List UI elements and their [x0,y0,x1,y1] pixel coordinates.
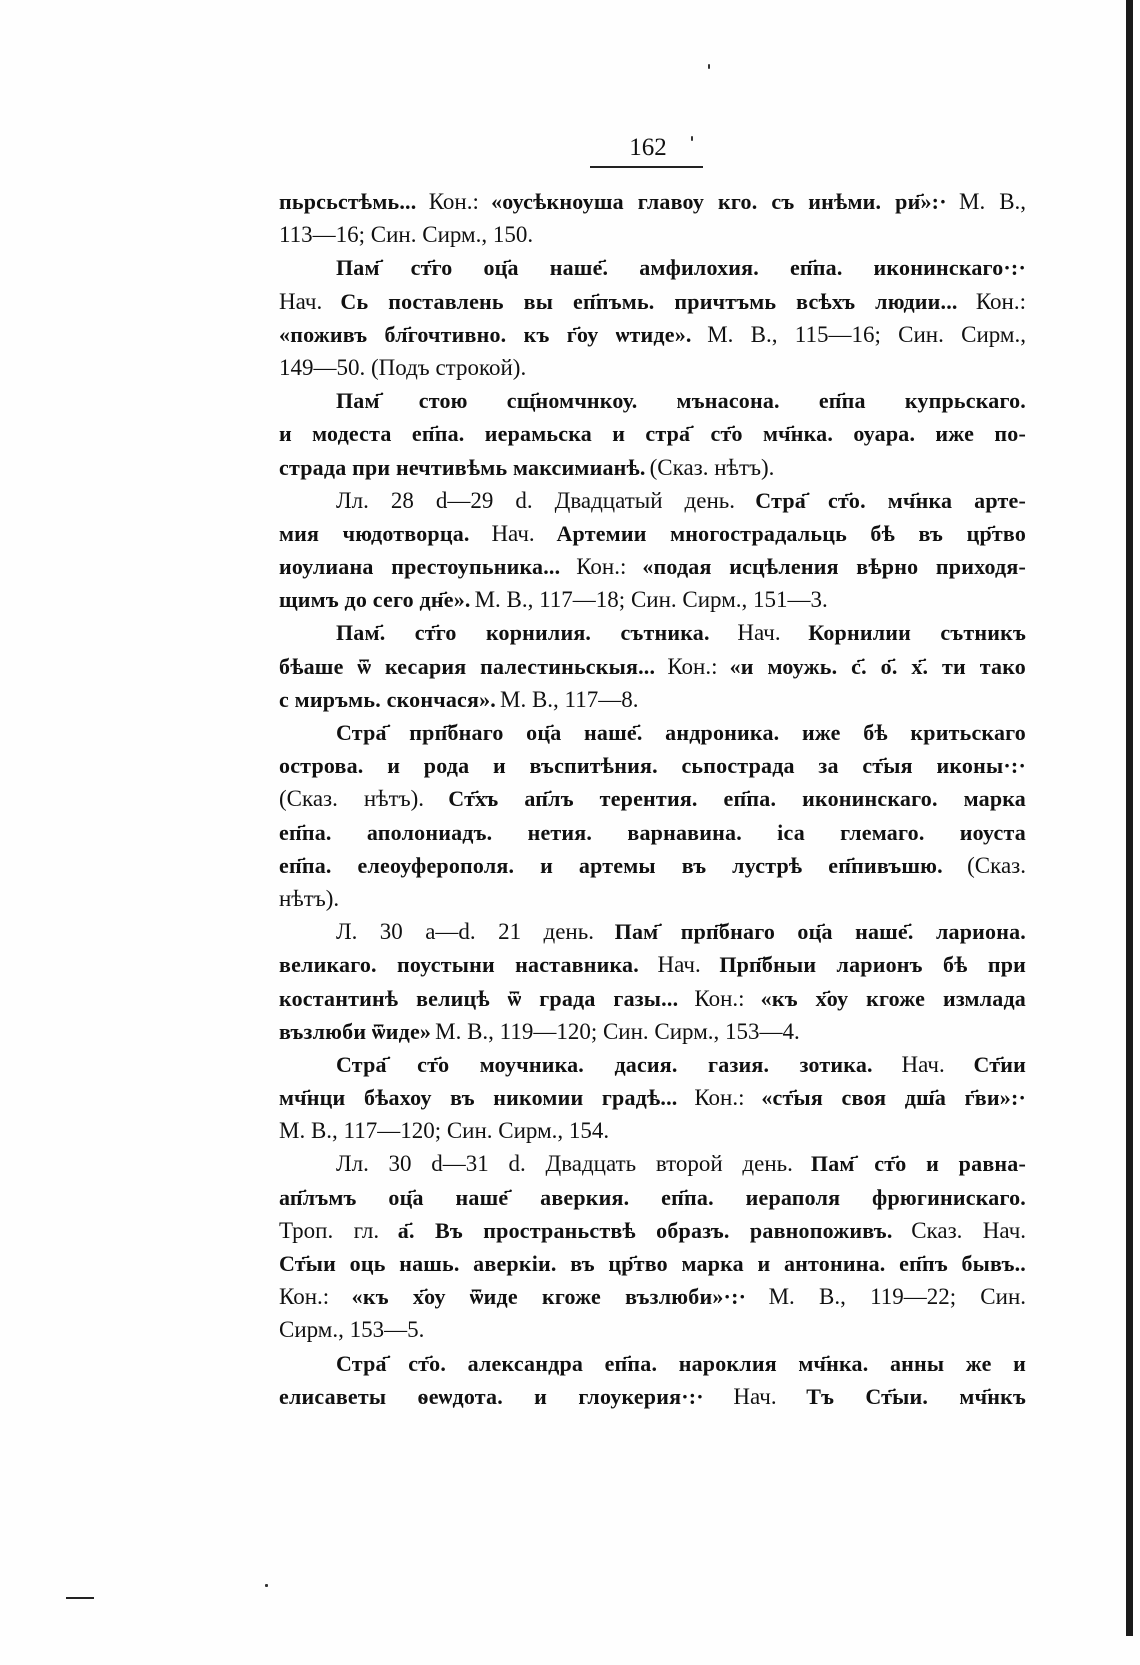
catalog-note-text: нѣтъ). [279,885,340,911]
slavonic-text: а҃. Въ пространьствѣ образъ. равнопоживъ. [397,1217,893,1243]
paragraph [279,716,1026,915]
page-number: 162 [629,134,667,161]
text-line [279,484,1026,517]
text-line [279,882,1026,915]
catalog-note-text: Кон.: [694,985,745,1011]
catalog-note-text: Сказ. Нач. [911,1217,1027,1243]
text-line [279,351,1026,384]
slavonic-text: Пам҃ стою сщ҃номчнкоу. мънасона. еп҃па купрьскаго. [336,388,1026,414]
paragraph [279,1347,1026,1413]
slavonic-text: мия чюдотворца. [279,520,470,546]
catalog-note-text: М. В., 115—16; Син. Сирм., [707,321,1026,347]
slavonic-text: страда при нечтивѣмь максимианѣ. [279,454,646,480]
text-line [279,650,1026,683]
slavonic-text: ап҃лъмъ оц҃а наше҃ аверкия. еп҃па. иераполя фрюгинискаго. [279,1184,1026,1210]
catalog-note-text: 113—16; Син. Сирм., 150. [279,222,534,248]
paragraph [279,185,1026,251]
text-line [279,1347,1026,1380]
text-line [279,1214,1026,1247]
text-line [279,982,1026,1015]
catalog-note-text: М. В., 119—120; Син. Сирм., 153—4. [435,1018,800,1044]
scan-speck [708,64,710,69]
slavonic-text: «къ х҃оу ѿиде кгоже възлюби»·:· [351,1284,747,1310]
catalog-note-text: Нач. [657,952,701,978]
text-line [279,251,1026,284]
slavonic-text: Пам҃ прп҃бнаго оц҃а наше҃. лариона. [614,919,1027,945]
text-line [279,749,1026,782]
catalog-note-text: Л. 30 a—d. 21 день. [336,919,594,945]
slavonic-text: Пам҃ ст҃го оц҃а наше҃. амфилохия. еп҃па. иконинскаго·:· [336,255,1026,281]
catalog-note-text: М. В., 117—120; Син. Сирм., 154. [279,1118,610,1144]
paragraph [279,1048,1026,1148]
text-line [279,1081,1026,1114]
slavonic-text: възлюби ѿиде» [279,1018,432,1044]
text-line [279,1048,1026,1081]
catalog-note-text: (Сказ. [967,852,1026,878]
slavonic-text: Прп҃бныи ларионъ бѣ при [719,952,1027,978]
paragraph [279,251,1026,384]
slavonic-text: костантинѣ велицѣ ѿ града газы... [279,985,679,1011]
text-line [279,1114,1026,1147]
paragraph [279,484,1026,617]
text-line [279,915,1026,948]
slavonic-text: «и моужь. с҃. о҃. х҃. ти тако [729,653,1026,679]
catalog-note-text: Нач. [901,1051,945,1077]
slavonic-text: еп҃па. аполониадъ. нетия. варнавина. іса глемаго. иоуста [279,819,1026,845]
slavonic-text: щимъ до сего дн҃е». [279,587,471,613]
text-line [279,782,1026,815]
text-line [279,218,1026,251]
slavonic-text: еп҃па. елеоуферополя. и артемы въ лустрѣ еп҃пивъшю. [279,852,943,878]
catalog-note-text: Лл. 28 d—29 d. Двадцатый день. [336,487,735,513]
scan-speck [265,1584,268,1587]
slavonic-text: «поживъ бл҃гочтивно. къ г҃оу ѡтиде». [279,321,692,347]
text-line [279,948,1026,981]
slavonic-text: иоулиана престоупьника... [279,554,561,580]
catalog-note-text: (Сказ. нѣтъ). [279,786,425,812]
text-line [279,1181,1026,1214]
catalog-note-text: Нач. [279,288,323,314]
text-line [279,583,1026,616]
catalog-note-text: Кон.: [667,653,718,679]
catalog-note-text: М. В., 119—22; Син. [768,1284,1027,1310]
slavonic-text: Стра҃ ст҃о. александра еп҃па. нароклия мч҃нка. анны же и [336,1350,1026,1376]
page-edge-line [1126,0,1133,1636]
slavonic-text: Сь поставлень вы еп҃пъмь. причтъмь всѣхъ людии... [340,288,958,314]
catalog-note-text: Кон.: [576,554,627,580]
text-line [279,384,1026,417]
text-line [279,185,1026,218]
catalog-note-text: Сирм., 153—5. [279,1317,425,1343]
text-line [279,683,1026,716]
catalog-note-text: М. В., 117—8. [500,686,639,712]
slavonic-text: Ст҃хъ ап҃лъ терентия. еп҃па. иконинскаго. марка [448,786,1026,812]
catalog-note-text: 149—50. (Подъ строкой). [279,354,527,380]
slavonic-text: Пам҃ ст҃о и равна- [810,1151,1027,1177]
slavonic-text: бѣаше ѿ кесария палестиньскыя... [279,653,656,679]
slavonic-text: Пам҃. ст҃го корнилия. сътника. [336,620,710,646]
text-line [279,616,1026,649]
text-line [279,451,1026,484]
catalog-note-text: Нач. [737,620,781,646]
text-line [279,417,1026,450]
slavonic-text: «къ х҃оу кгоже измлада [760,985,1027,1011]
slavonic-text: Корнилии сътникъ [808,620,1027,646]
catalog-note-text: М. В., 117—18; Син. Сирм., 151—3. [474,587,828,613]
slavonic-text: Тъ Ст҃ыи. мч҃нкъ [806,1383,1026,1409]
text-line [279,1147,1026,1180]
text-line [279,716,1026,749]
catalog-note-text: Нач. [491,520,535,546]
scan-dash [66,1597,94,1599]
slavonic-text: Стра҃ ст҃о. мч҃нка арте- [755,487,1026,513]
paragraph [279,616,1026,716]
slavonic-text: Ст҃ыи оць нашь. аверкіи. въ цр҃тво марка и антонина. еп҃пъ бывъ.. [279,1251,1026,1276]
text-line [279,1247,1026,1280]
text-line [279,1280,1026,1313]
catalog-note-text: Нач. [733,1383,777,1409]
catalog-note-text: Кон.: [694,1085,745,1111]
page-number-rule [590,166,703,168]
text-line [279,849,1026,882]
slavonic-text: «оусѣкноуша главоу кго. съ инѣми. ри҃»:· [491,189,947,214]
text-line [279,816,1026,849]
slavonic-text: великаго. поустыни наставника. [279,952,639,978]
paragraph [279,915,1026,1048]
text-line [279,1380,1026,1413]
slavonic-text: пьрсьстѣмь... [279,189,417,214]
slavonic-text: Ст҃ии [973,1051,1026,1077]
catalog-note-text: Кон.: [975,288,1026,314]
catalog-note-text: Кон.: [428,189,479,214]
catalog-note-text: М. В., [959,189,1027,214]
slavonic-text: острова. и рода и въспитѣния. сьпострада за ст҃ыя иконы·:· [279,753,1026,779]
slavonic-text: мч҃нци бѣахоу въ никомии градѣ... [279,1085,678,1111]
catalog-note-text: Кон.: [279,1284,330,1310]
slavonic-text: с миръмь. скончася». [279,686,497,712]
text-line [279,1313,1026,1346]
text-column [279,185,1026,1413]
slavonic-text: елисаветы ѳеѡдота. и глоукерия·:· [279,1383,704,1409]
catalog-note-text: (Сказ. нѣтъ). [649,454,775,480]
paragraph [279,384,1026,484]
text-line [279,550,1026,583]
slavonic-text: и модеста еп҃па. иерамьска и стра҃ ст҃о мч҃нка. оуара. иже по- [279,421,1026,447]
slavonic-text: Стра҃ ст҃о моучника. дасия. газия. зотика. [336,1051,873,1077]
scan-speck [691,136,693,141]
catalog-note-text: Троп. гл. [279,1217,380,1243]
text-line [279,517,1026,550]
slavonic-text: «подая исцѣления вѣрно приходя- [642,554,1026,580]
slavonic-text: Артемии многострадальць бѣ въ цр҃тво [556,520,1027,546]
text-line [279,1015,1026,1048]
text-line [279,285,1026,318]
catalog-note-text: Лл. 30 d—31 d. Двадцать второй день. [336,1151,793,1177]
slavonic-text: Стра҃ прп҃бнаго оц҃а наше҃. андроника. иже бѣ критьскаго [336,720,1026,745]
paragraph [279,1147,1026,1346]
text-line [279,318,1026,351]
slavonic-text: «ст҃ыя своя дш҃а г҃ви»:· [761,1085,1027,1111]
